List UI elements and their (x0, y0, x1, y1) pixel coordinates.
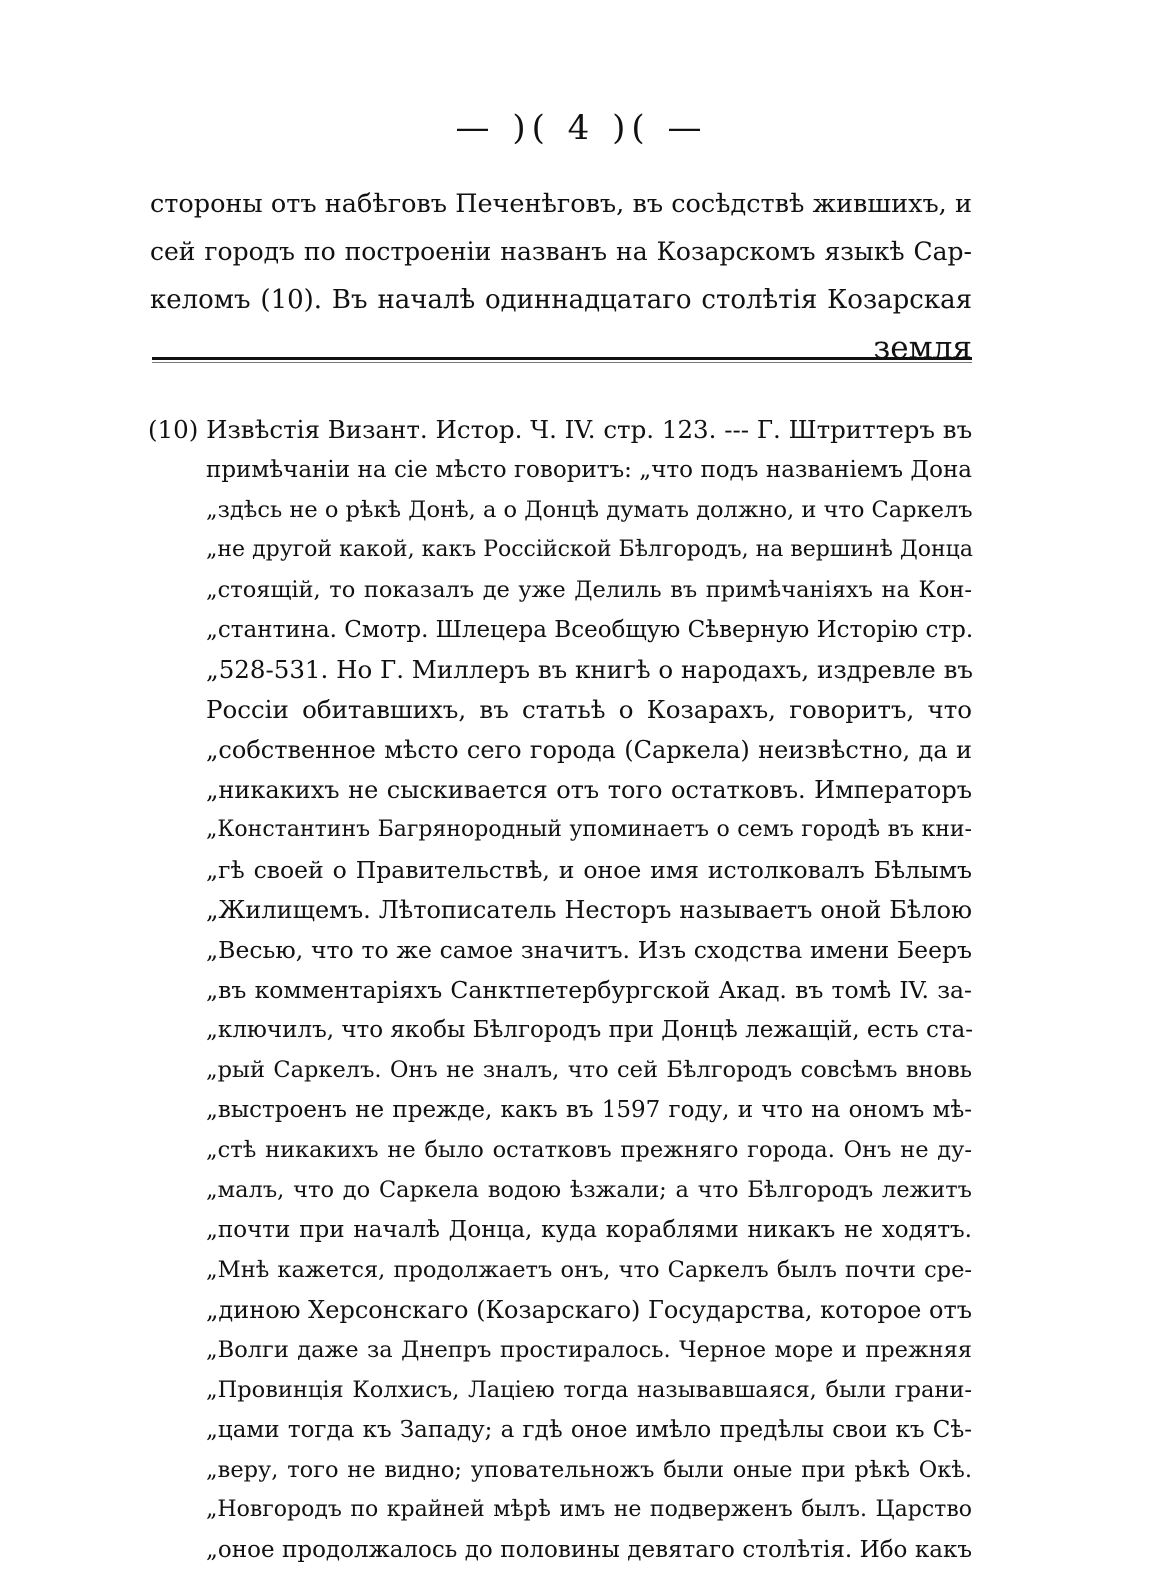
footnote-line: „не другой какой, какъ Россiйской Бѣлгородъ, на вершинѣ Донца (206, 537, 973, 562)
footnote-line: „528-531. Но Г. Миллеръ въ книгѣ о народахъ, издревле въ (206, 655, 973, 684)
footnote-line: „Волги даже за Днепръ простиралось. Черное море и прежняя (206, 1337, 972, 1363)
footnote-line: „почти при началѣ Донца, куда кораблями никакъ не ходятъ. (206, 1217, 972, 1243)
footnote-line: „цами тогда къ Западу; а гдѣ оное имѣло предѣлы свои къ Сѣ- (206, 1417, 972, 1443)
page-number-header: — )( 4 )( — (455, 108, 708, 148)
footnote-line: Россiи обитавшихъ, въ статьѣ о Козарахъ, говоритъ, что (206, 695, 972, 724)
footnote-line: „стѣ никакихъ не было остатковъ прежняго города. Онъ не ду- (206, 1137, 972, 1163)
footnote-line: „гѣ своей о Правительствѣ, и оное имя истолковалъ Бѣлымъ (206, 856, 972, 884)
catchword: земля (873, 330, 972, 366)
footnote-line: „здѣсь не о рѣкѣ Донѣ, а о Донцѣ думать должно, и что Саркелъ (206, 497, 973, 523)
main-text-line: сей городъ по построенiи названъ на Козарскомъ языкѣ Сар- (150, 237, 972, 266)
footnote-line: „Константинъ Багрянородный упоминаетъ о семъ городѣ въ кни- (206, 817, 972, 842)
footnote-line: „Новгородъ по крайней мѣрѣ имъ не подверженъ былъ. Царство (206, 1497, 972, 1522)
footnote-line: примѣчанiи на сiе мѣсто говоритъ: „что подъ названiемъ Дона (206, 457, 972, 483)
footnote-line: „ключилъ, что якобы Бѣлгородъ при Донцѣ лежащiй, есть ста- (206, 1017, 974, 1043)
footnote-line: (10) Извѣстiя Визант. Истор. Ч. IV. стр. 123. --- Г. Штриттеръ въ (148, 415, 973, 444)
footnote-line: „Провинцiя Колхисъ, Лацiею тогда называвшаяся, были грани- (206, 1377, 972, 1403)
footnote-line: „стоящiй, то показалъ де уже Делиль въ примѣчанiяхъ на Кон- (206, 577, 972, 603)
footnote-line: „Весью, что то же самое значитъ. Изъ сходства имени Бееръ (206, 936, 972, 964)
main-text-line: стороны отъ набѣговъ Печенѣговъ, въ сосѣдствѣ жившихъ, и (150, 189, 972, 219)
footnote-line: „въ комментарiяхъ Санктпетербургской Акад. въ томѣ IV. за- (206, 976, 972, 1004)
footnote-line: „оное продолжалось до половины девятаго столѣтiя. Ибо какъ (206, 1537, 972, 1563)
main-text-line: келомъ (10). Въ началѣ одиннадцатаго столѣтiя Козарская (150, 285, 972, 315)
footnote-line: „собственное мѣсто сего города (Саркела) неизвѣстно, да и (206, 736, 972, 764)
footnote-separator-rule-thin (152, 362, 972, 363)
footnote-line: „Жилищемъ. Лѣтописатель Несторъ называетъ оной Бѣлою (206, 896, 972, 924)
footnote-line: „выстроенъ не прежде, какъ въ 1597 году, и что на ономъ мѣ- (206, 1097, 972, 1123)
footnote-line: „никакихъ не сыскивается отъ того остатковъ. Императоръ (206, 776, 972, 804)
footnote-line: „стантина. Смотр. Шлецера Всеобщую Сѣверную Исторiю стр. (206, 617, 974, 643)
footnote-separator-rule (152, 357, 972, 360)
footnote-block (148, 410, 972, 1570)
footnote-line: „Мнѣ кажется, продолжаетъ онъ, что Саркелъ былъ почти сре- (206, 1257, 972, 1283)
footnote-line: „рый Саркелъ. Онъ не зналъ, что сей Бѣлгородъ совсѣмъ вновь (206, 1057, 972, 1083)
main-text-block (150, 180, 972, 372)
footnote-line: „малъ, что до Саркела водою ѣзжали; а что Бѣлгородъ лежитъ (206, 1177, 972, 1203)
footnote-line: „диною Херсонскаго (Козарскаго) Государства, которое отъ (206, 1296, 972, 1324)
footnote-line: „веру, того не видно; уповательножъ были оные при рѣкѣ Окѣ. (206, 1457, 972, 1483)
